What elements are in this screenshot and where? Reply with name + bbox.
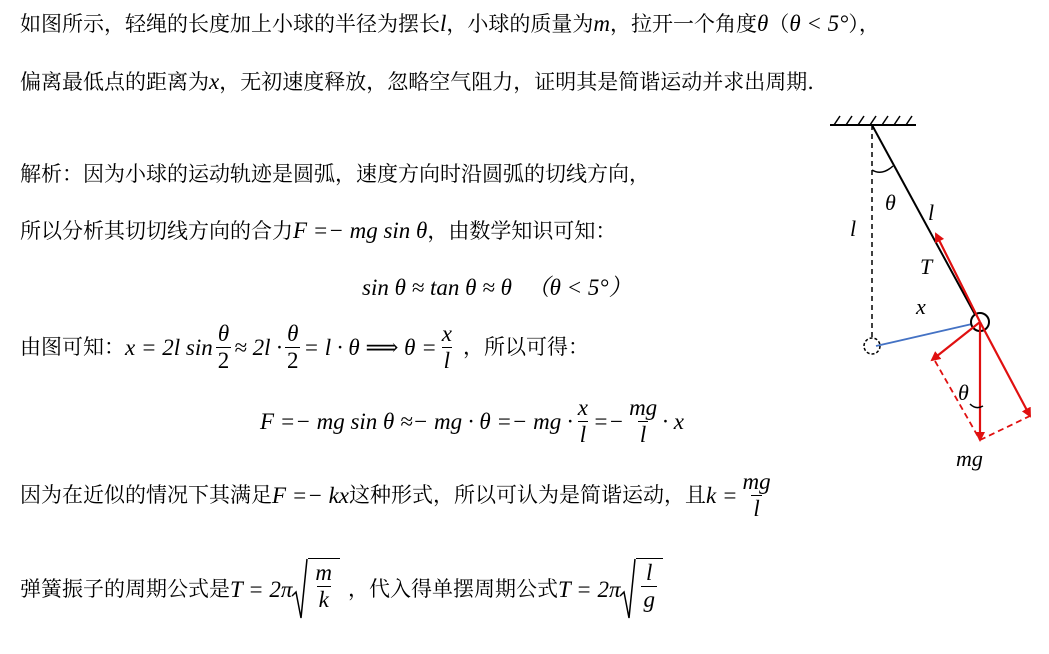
label-x: x [916, 294, 926, 319]
fraction-x-over-l-2: $\frac{x}{l}$ [577, 395, 589, 448]
fraction-k-mg-over-l: $\frac{mg}{l}$ [742, 469, 771, 522]
label-theta-top: θ [885, 190, 896, 215]
solution-line-4: 因为在近似的情况下其满足 F =− kx 这种形式，所以可认为是简谐运动，且 k = $\frac{mg}{l}$ [20, 469, 771, 522]
label-T: T [920, 254, 933, 279]
var-x: x [209, 69, 220, 94]
label-theta-bottom: θ [958, 380, 969, 405]
solution-line-3: 由图可知： x = 2l sin $\frac{\theta}{2}$ ≈ 2l · $\frac{\theta}{2}$ = l · θ ⟹ θ = $\frac{x}{l}$ ，所以可得： [20, 321, 589, 374]
label-mg: mg [956, 446, 983, 471]
pendulum-diagram [820, 110, 1049, 480]
fraction-x-over-l: $\frac{x}{l}$ [441, 321, 452, 374]
component-dashed-2 [980, 416, 1030, 440]
fraction-mg-over-l: $\frac{mg}{l}$ [629, 395, 658, 448]
var-theta: θ [757, 11, 769, 36]
solution-line-2: 所以分析其切切线方向的合力F =− mg sin θ，由数学知识可知： [20, 218, 617, 243]
problem-line-1: 如图所示，轻绳的长度加上小球的半径为摆长l，小球的质量为m，拉开一个角度θ（θ < 5°）， [20, 11, 880, 36]
problem-line-2: 偏离最低点的距离为x，无初速度释放，忽略空气阻力，证明其是简谐运动并求出周期. [20, 69, 814, 94]
displacement-line [876, 324, 972, 346]
var-m: m [593, 11, 611, 36]
fraction-theta-over-2b: $\frac{\theta}{2}$ [286, 321, 299, 374]
force-equation: F =− mg sin θ ≈− mg · θ =− mg · $\frac{x}{l}$ =− $\frac{mg}{l}$ · x [260, 395, 684, 448]
sqrt-m-over-k: $\frac{m}{k}$ [292, 558, 340, 620]
var-l: l [440, 11, 447, 36]
ceiling-support [830, 116, 916, 125]
solution-line-1: 解析：因为小球的运动轨迹是圆弧，速度方向时沿圆弧的切线方向， [20, 162, 650, 186]
solution-line-5: 弹簧振子的周期公式是 T = 2π $\frac{m}{k}$ ，代入得单摆周期公式 T = 2π $\frac{l}{g}$ [20, 558, 663, 620]
tension-arrow [936, 234, 980, 322]
label-l-string: l [928, 200, 935, 225]
sqrt-l-over-g: $\frac{l}{g}$ [620, 558, 663, 620]
tangent-force-eq: F =− mg sin θ [293, 218, 428, 243]
angle-condition: θ < 5° [789, 11, 849, 36]
pendulum-figure [820, 110, 1049, 480]
fraction-theta-over-2: $\frac{\theta}{2}$ [217, 321, 230, 374]
angle-arc-top [872, 166, 893, 172]
radial-component-arrow [980, 322, 1030, 416]
approx-equation: sin θ ≈ tan θ ≈ θ （θ < 5°） [362, 275, 632, 300]
label-l-vertical: l [850, 216, 857, 241]
pendulum-string [872, 125, 978, 320]
